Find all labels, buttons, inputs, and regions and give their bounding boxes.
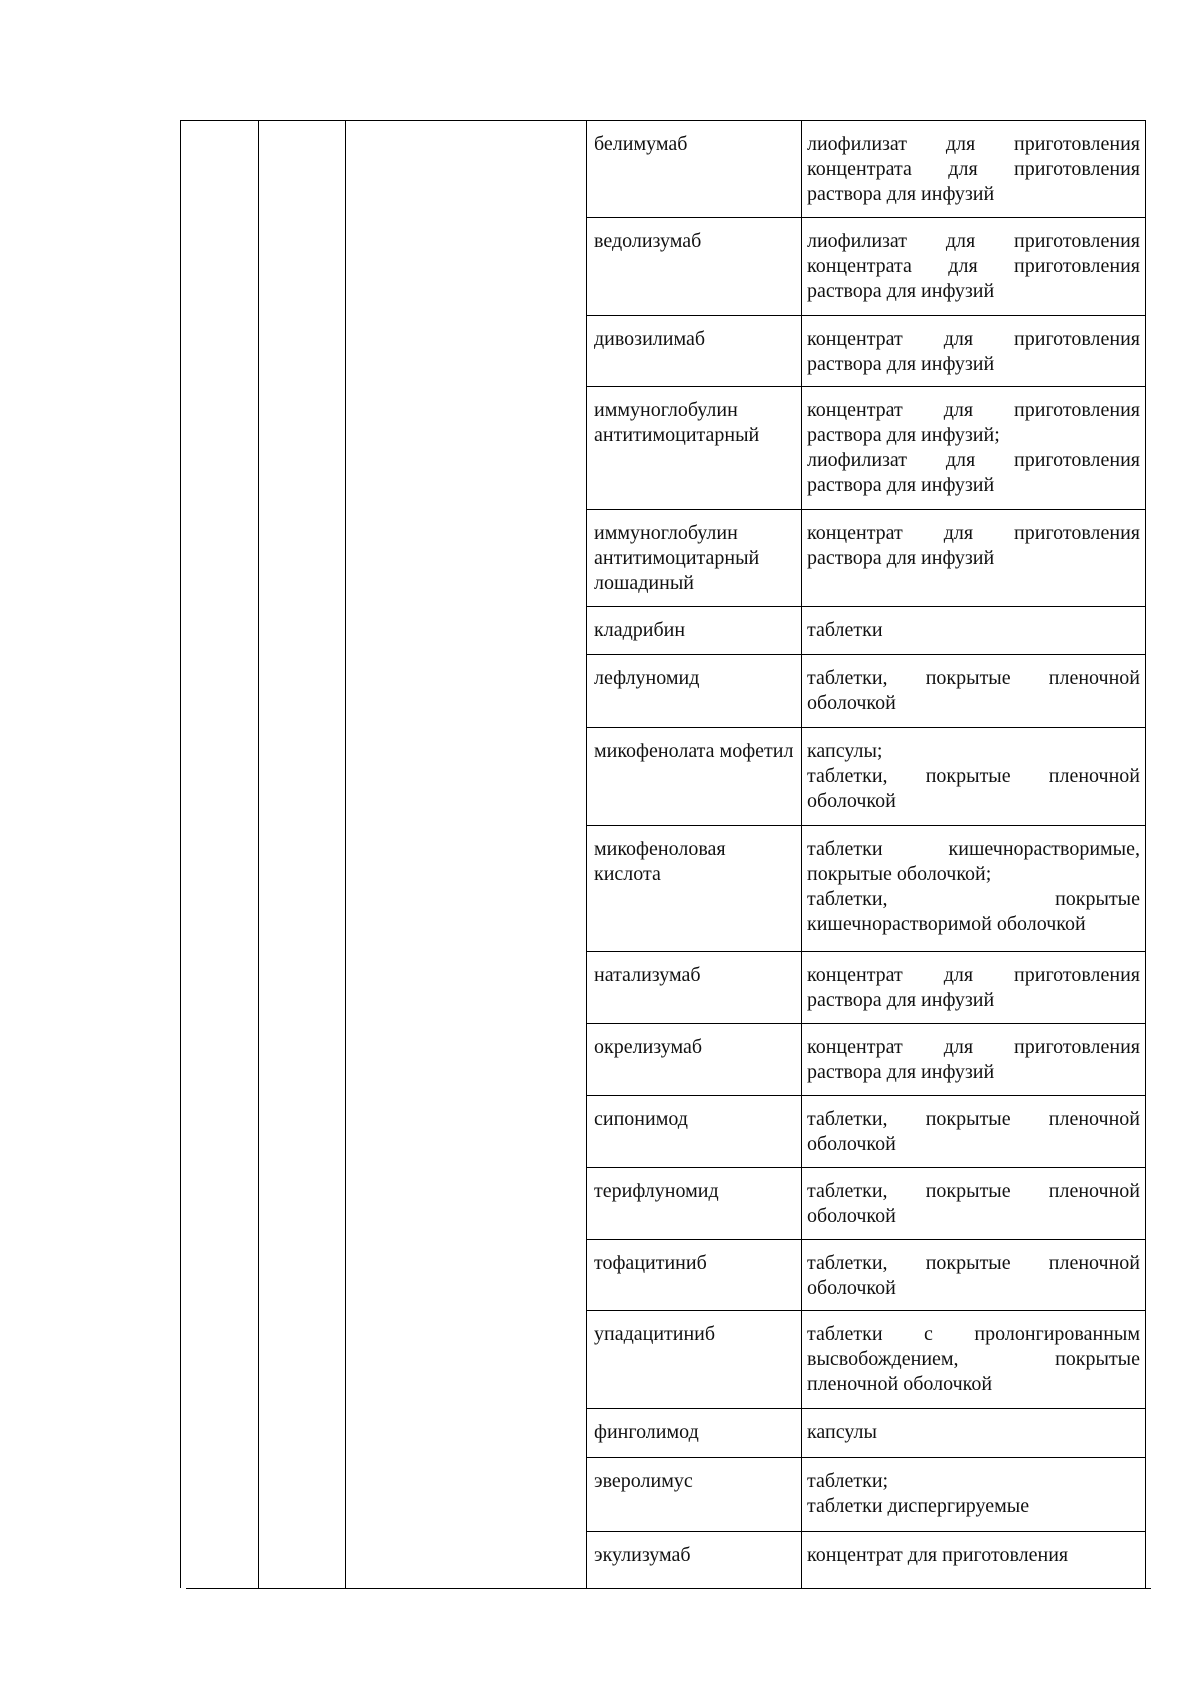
drug-name: эверолимус (594, 1470, 693, 1492)
row-divider (586, 1310, 1146, 1311)
row-divider (586, 951, 1146, 952)
table-right-border (1145, 120, 1146, 1588)
row-divider (586, 217, 1146, 218)
column-divider-1 (258, 120, 259, 1588)
dosage-form-line: таблетки, покрытые пленочной (807, 667, 1140, 689)
row-divider (586, 825, 1146, 826)
drug-name: иммуноглобулин антитимоцитарный (594, 399, 760, 446)
table-left-border (180, 120, 181, 1588)
drug-name: ведолизумаб (594, 230, 702, 252)
table-top-border (180, 120, 1145, 121)
dosage-form (807, 837, 1140, 937)
dosage-form-line: раствора для инфузий (807, 547, 995, 569)
drug-name: кладрибин (594, 619, 686, 641)
column-divider-3 (586, 120, 587, 1588)
drug-name: терифлуномид (594, 1180, 719, 1202)
drug-name: окрелизумаб (594, 1036, 703, 1058)
row-divider (586, 1531, 1146, 1532)
drug-name: тофацитиниб (594, 1252, 707, 1274)
row-divider (586, 315, 1146, 316)
dosage-form-line: высвобождением, покрытые (807, 1348, 1140, 1370)
dosage-form (807, 618, 1140, 643)
dosage-form-line: концентрат для приготовления (807, 328, 1140, 350)
row-divider (586, 1408, 1146, 1409)
drug-name: микофеноловая кислота (594, 838, 726, 885)
drug-name: дивозилимаб (594, 328, 706, 350)
drug-name: микофенолата мофетил (594, 740, 794, 762)
dosage-form-line: раствора для инфузий (807, 280, 995, 302)
dosage-form-line: раствора для инфузий (807, 989, 995, 1011)
drug-name: финголимод (594, 1421, 699, 1443)
row-divider (586, 386, 1146, 387)
dosage-form-line: таблетки, покрытые пленочной (807, 1252, 1140, 1274)
dosage-form-line: таблетки кишечнорастворимые, (807, 838, 1140, 860)
dosage-form-line: таблетки с пролонгированным (807, 1323, 1140, 1345)
row-divider (586, 1167, 1146, 1168)
dosage-form (807, 229, 1140, 304)
dosage-form-line: таблетки, покрытые пленочной (807, 765, 1140, 787)
drug-name: натализумаб (594, 964, 701, 986)
dosage-form-line: таблетки, покрытые пленочной (807, 1108, 1140, 1130)
column-divider-2 (345, 120, 346, 1588)
dosage-form (807, 1543, 1140, 1568)
dosage-form (807, 1179, 1140, 1229)
row-divider (586, 1095, 1146, 1096)
dosage-form-line: таблетки, покрытые (807, 888, 1140, 910)
dosage-form (807, 1322, 1140, 1397)
dosage-form-line: кишечнорастворимой оболочкой (807, 913, 1086, 935)
dosage-form (807, 521, 1140, 571)
dosage-form-line: лиофилизат для приготовления (807, 133, 1140, 155)
dosage-form (807, 739, 1140, 814)
dosage-form-line: концентрат для приготовления (807, 1036, 1140, 1058)
drug-name: белимумаб (594, 133, 688, 155)
row-divider (586, 1023, 1146, 1024)
dosage-form-line: таблетки; (807, 1470, 889, 1492)
drug-name: иммуноглобулин антитимоцитарный лошадиный (594, 522, 760, 594)
row-divider (586, 654, 1146, 655)
dosage-form-line: оболочкой (807, 692, 896, 714)
row-divider (586, 509, 1146, 510)
dosage-form (807, 963, 1140, 1013)
dosage-form-line: пленочной оболочкой (807, 1373, 993, 1395)
dosage-form-line: оболочкой (807, 1277, 896, 1299)
dosage-form (807, 666, 1140, 716)
dosage-form-line: оболочкой (807, 790, 896, 812)
dosage-form-line: концентрат для приготовления (807, 399, 1140, 421)
dosage-form-line: таблетки (807, 619, 883, 641)
dosage-form-line: капсулы; (807, 740, 883, 762)
row-divider (586, 1239, 1146, 1240)
table-bottom-border (186, 1588, 1151, 1589)
dosage-form (807, 1251, 1140, 1301)
dosage-form (807, 1035, 1140, 1085)
dosage-form-line: лиофилизат для приготовления (807, 449, 1140, 471)
dosage-form-line: концентрат для приготовления (807, 1544, 1069, 1566)
dosage-form-line: таблетки диспергируемые (807, 1495, 1030, 1517)
dosage-form (807, 132, 1140, 207)
dosage-form-line: покрытые оболочкой; (807, 863, 992, 885)
row-divider (586, 727, 1146, 728)
dosage-form-line: концентрата для приготовления (807, 255, 1140, 277)
dosage-form-line: лиофилизат для приготовления (807, 230, 1140, 252)
drug-name: упадацитиниб (594, 1323, 716, 1345)
dosage-form-line: раствора для инфузий (807, 1061, 995, 1083)
dosage-form (807, 1420, 1140, 1445)
dosage-form (807, 1107, 1140, 1157)
dosage-form-line: раствора для инфузий; (807, 424, 1000, 446)
row-divider (586, 606, 1146, 607)
dosage-form (807, 398, 1140, 498)
dosage-form-line: капсулы (807, 1421, 877, 1443)
row-divider (586, 1457, 1146, 1458)
dosage-form-line: концентрат для приготовления (807, 964, 1140, 986)
dosage-form-line: таблетки, покрытые пленочной (807, 1180, 1140, 1202)
dosage-form-line: оболочкой (807, 1205, 896, 1227)
dosage-form (807, 1469, 1140, 1519)
dosage-form-line: оболочкой (807, 1133, 896, 1155)
dosage-form-line: раствора для инфузий (807, 353, 995, 375)
dosage-form-line: концентрат для приготовления (807, 522, 1140, 544)
dosage-form-line: раствора для инфузий (807, 474, 995, 496)
drug-name: сипонимод (594, 1108, 688, 1130)
column-divider-4 (801, 120, 802, 1588)
dosage-form-line: концентрата для приготовления (807, 158, 1140, 180)
drug-name: лефлуномид (594, 667, 700, 689)
dosage-form (807, 327, 1140, 377)
dosage-form-line: раствора для инфузий (807, 183, 995, 205)
drug-name: экулизумаб (594, 1544, 691, 1566)
